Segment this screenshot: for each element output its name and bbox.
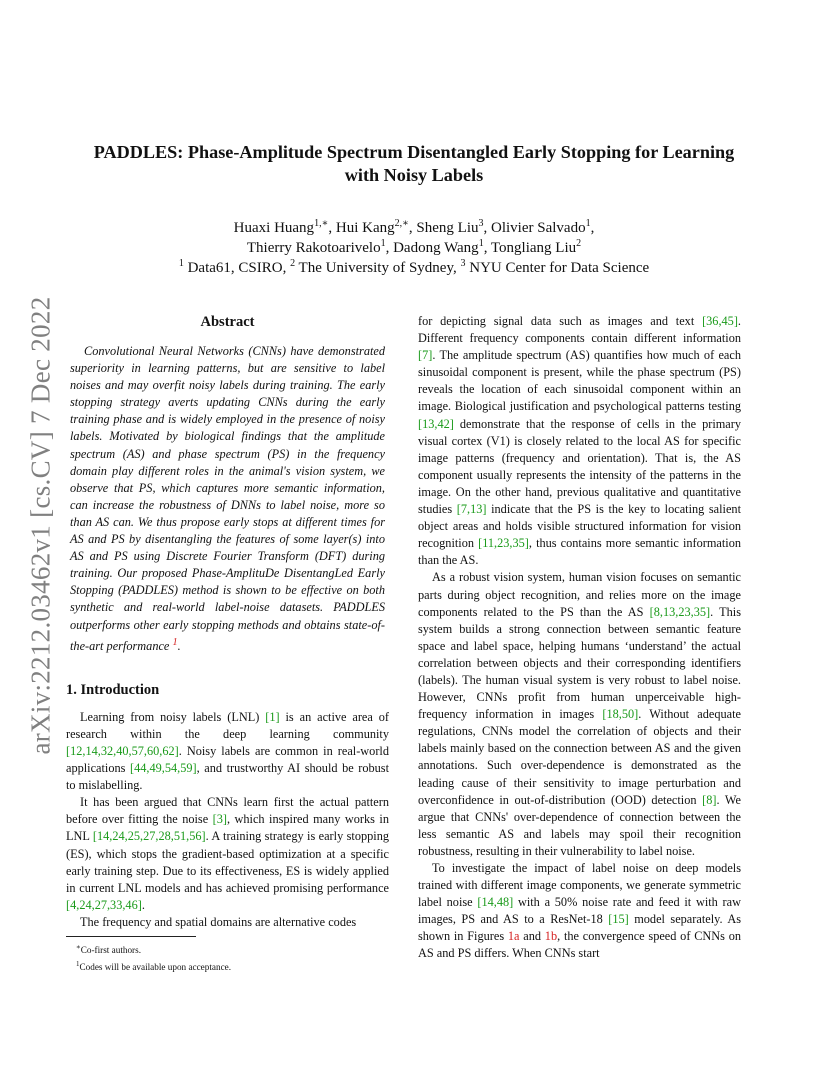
citation-link[interactable]: [14,24,25,27,28,51,56] [92,829,206,844]
citation-link[interactable]: [8,13,23,35] [649,604,711,619]
footnote-1: ∗Co-first authors. [76,943,141,956]
author-line-2: Thierry Rakotoarivelo$^1$, Dadong Wang$^1$, Tongliang Liu$^2$ [246,238,582,256]
abstract-heading: Abstract [200,314,255,330]
author-name: Thierry Rakotoarivelo [246,240,381,256]
footnotes [66,936,389,974]
footnote-rule [66,936,196,937]
author-name: Dadong Wang [393,240,479,256]
footnote-link[interactable]: 1 [172,636,178,648]
citation-link[interactable]: [7] [418,348,433,363]
citation-link[interactable]: [13,42] [418,416,454,431]
right-paragraph-2: As a robust vision system, human vision focuses on semantic parts during object recognition, and relies more on the image components related to the PS than the AS [8,13,23,35]. This system builds a strong connection between semantic feature space and label space, helping humans ‘understand’ the actual correlation between objects and their corresponding identifiers (labels). The human visual system is very robust to label noise. However, CNNs profit from human unperceivable high-frequency information in images [18,50]. Without adequate regulations, CNNs model the correlation of objects and their labels mainly based on the connection between AS and the given annotations. Such over-dependence is demonstrated as the leading cause of their sensitivity to image perturbation and overconfidence in out-of-distribution (OOD) detection [8]. We argue that CNNs' over-dependence of connection between the less semantic AS and labels may spoil their recognition robustness, resulting in their vulnerability to label noise. [418,570,741,858]
author-affiliation-mark: 1 [478,238,484,249]
abstract-text: Convolutional Neural Networks (CNNs) have demonstrated superiority in learning patterns, but are sensitive to label noises and may overfit noisy labels during training. The early stopping strategy averts updating CNNs during the early training phase and is widely employed in the presence of noisy labels. Motivated by biological findings that the amplitude spectrum (AS) and phase spectrum (PS) in the frequency domain play different roles in the animal's vision system, we observe that PS, which captures more semantic information, can increase the robustness of DNNs to label noise, more so than AS can. We thus propose early stops at different times for AS and PS by disentangling the features of some layer(s) into AS and PS using Discrete Fourier Transform (DFT) during training. Our proposed Phase-AmplituDe DisentangLed Early Stopping (PADDLES) method is shown to be effective on both synthetic and real-world label-noise datasets. PADDLES outperforms other early stopping methods and obtains state-of-the-art performance $^1$. [70,344,385,653]
footnote-2: $^1$Codes will be available upon acceptance. [76,960,232,973]
author-line-1: Huaxi Huang$^{1,∗}$, Hui Kang$^{2,∗}$, Sheng Liu$^3$, Olivier Salvado$^1$, [233,218,595,236]
author-name: Tongliang Liu [490,240,577,256]
citation-link[interactable]: [7,13] [456,502,487,517]
intro-paragraph-1: Learning from noisy labels (LNL) [1] is an active area of research within the deep learning community [12,14,32,40,57,60,62]. Noisy labels are common in real-world applications [44,49,54,59], and trustworthy AI should be robust to mislabelling. [66,709,389,793]
figure-reference-link[interactable]: 1a [507,929,520,944]
author-name: Hui Kang [335,220,395,236]
figure-reference-link[interactable]: 1b [544,929,558,944]
citation-link[interactable]: [3] [212,812,227,827]
citation-link[interactable]: [15] [608,912,629,927]
author-affiliation-mark: 2 [576,238,582,249]
citation-link[interactable]: [44,49,54,59] [130,761,197,776]
arxiv-identifier: arXiv:2212.03462v1 [cs.CV] 7 Dec 2022 [25,295,56,755]
author-name: Huaxi Huang [233,220,315,236]
right-column [418,313,741,963]
author-block [80,218,748,278]
paper-title: PADDLES: Phase-Amplitude Spectrum Disentangled Early Stopping for Learning with Noisy Labels [93,142,735,185]
author-name: Sheng Liu [416,220,479,236]
citation-link[interactable]: [36,45] [702,314,738,328]
right-paragraph-1: for depicting signal data such as images and text [36,45]. Different frequency components contain different information [7]. The amplitude spectrum (AS) quantifies how much of each sinusoidal component is present, while the phase spectrum (PS) reveals the location of each sinusoidal component within an image. Biological justification and psychological patterns testing [13,42] demonstrate that the response of cells in the primary visual cortex (V1) is closely related to the local AS for specific image patterns (frequency and orientation). That is, the AS component usually represents the intensity of the patterns in the image. On the other hand, previous qualitative and quantitative studies [7,13] indicate that the PS is the key to locating salient object areas and holds visible structured information for vision recognition [11,23,35], thus contains more semantic information than the AS. [418,314,741,568]
author-affiliation-mark: 1 [380,238,386,249]
affiliation: NYU Center for Data Science [465,260,650,276]
author-affiliation-mark: 1 [585,218,591,229]
right-paragraph-3: To investigate the impact of label noise on deep models trained with different image components, we generate symmetric label noise [14,48] with a 50% noise rate and feed it with raw images, PS and AS to a ResNet-18 [15] model separately. As shown in Figures 1a and 1b, the convergence speed of CNNs on AS and PS differs. When CNNs start [418,861,742,961]
author-affiliation-mark: 3 [478,218,484,229]
author-affiliation-mark: 1,∗ [314,218,329,229]
affiliation: Data61, CSIRO, [183,260,291,276]
citation-link[interactable]: [1] [265,709,280,724]
affiliation-line: $^1$ Data61, CSIRO, $^2$ The University of Sydney, $^3$ NYU Center for Data Science [178,258,650,276]
author-affiliation-mark: 2,∗ [394,218,409,229]
arxiv-side-stamp [21,290,61,760]
citation-link[interactable]: [12,14,32,40,57,60,62] [66,743,179,758]
citation-link[interactable]: [4,24,27,33,46] [66,897,142,912]
author-name: Olivier Salvado [491,220,586,236]
citation-link[interactable]: [18,50] [602,707,639,722]
intro-paragraph-2: It has been argued that CNNs learn first the actual pattern before over fitting the noise [3], which inspired many works in LNL [14,24,25,27,28,51,56]. A training strategy is early stopping (ES), which stops the gradient-based optimization at a specific early training step. Due to its effectiveness, ES is widely applied in current LNL models and has achieved promising performance [4,24,27,33,46]. [66,795,389,912]
introduction-heading: 1. Introduction [66,681,160,698]
citation-link[interactable]: [8] [702,792,717,807]
left-column [66,313,389,931]
intro-paragraph-3: The frequency and spatial domains are alternative codes [80,914,357,929]
citation-link[interactable]: [11,23,35] [478,536,529,551]
affiliation: The University of Sydney, [295,260,461,276]
citation-link[interactable]: [14,48] [477,895,514,910]
